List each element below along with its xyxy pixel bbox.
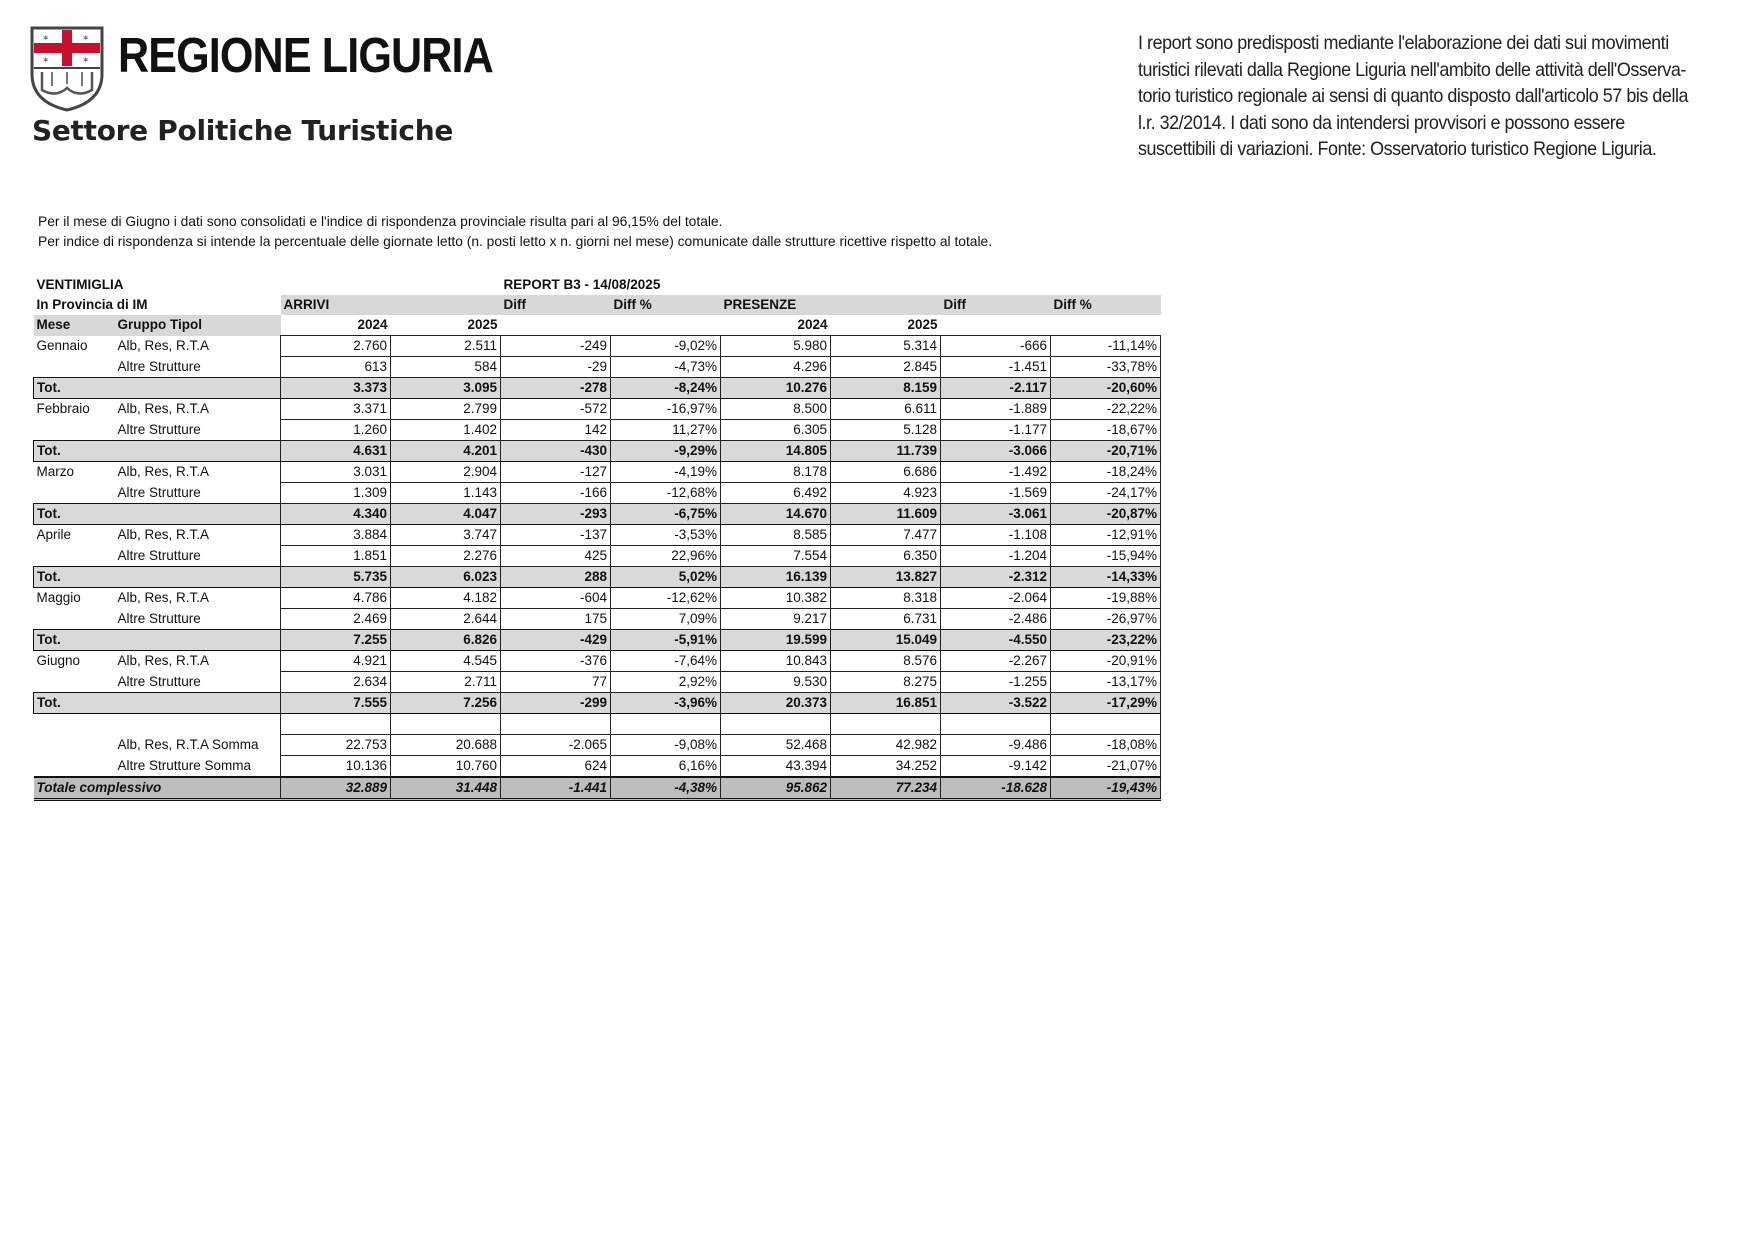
sum-row bbox=[34, 756, 1161, 778]
presenze-diff-cell: -1.204 bbox=[941, 546, 1051, 567]
presenze-diff-pct-cell: -24,17% bbox=[1051, 483, 1161, 504]
spacer-cell bbox=[721, 714, 831, 735]
arrivi-2025-cell: 2.711 bbox=[391, 672, 501, 693]
arrivi-diff-cell: -572 bbox=[501, 399, 611, 420]
presenze-2024-cell: 5.980 bbox=[721, 336, 831, 357]
header-row-title bbox=[34, 275, 1161, 295]
presenze-2024-cell: 6.305 bbox=[721, 420, 831, 441]
total-row bbox=[34, 567, 1161, 588]
arrivi-2024-cell: 1.309 bbox=[281, 483, 391, 504]
spacer-cell bbox=[391, 714, 501, 735]
arrivi-diff-cell: 425 bbox=[501, 546, 611, 567]
arrivi-2024-total: 7.555 bbox=[281, 693, 391, 714]
presenze-2024-total: 14.670 bbox=[721, 504, 831, 525]
group-label: Altre Strutture bbox=[117, 673, 201, 689]
presenze-2025-cell: 8.576 bbox=[831, 651, 941, 672]
presenze-diff-sum: -9.142 bbox=[941, 756, 1051, 778]
arrivi-diff-cell: 142 bbox=[501, 420, 611, 441]
header-row-groups bbox=[34, 295, 1161, 315]
svg-text:✶: ✶ bbox=[42, 34, 50, 44]
grand-total-row bbox=[34, 777, 1161, 800]
disclaimer-text: I report sono predisposti mediante l'elaborazione dei dati sui movimenti turistici rilevati dalla Regione Liguria nell'ambito delle attività dell'Osserva-torio turistico regionale ai sensi di quanto disposto dall'articolo 57 bis della l.r. 32/2014. I dati sono da intendersi provvisori e possono essere suscettibili di variazioni. Fonte: Osservatorio turistico Regione Liguria. bbox=[1138, 32, 1689, 160]
arrivi-2024-cell: 2.469 bbox=[281, 609, 391, 630]
arrivi-diff-sum: -2.065 bbox=[501, 735, 611, 756]
sum-month-empty bbox=[34, 756, 115, 778]
table-row bbox=[34, 420, 1161, 441]
sum-label: Altre Strutture Somma bbox=[117, 757, 252, 773]
arrivi-diff-total: -430 bbox=[501, 441, 611, 462]
spacer-cell bbox=[281, 714, 391, 735]
presenze-2024-cell: 8.178 bbox=[721, 462, 831, 483]
table-row bbox=[34, 336, 1161, 357]
note-line: Per indice di rispondenza si intende la percentuale delle giornate letto (n. posti letto x n. giorni nel mese) comunicate dalle strutture ricettive rispetto al totale. bbox=[38, 234, 993, 249]
presenze-diff-pct-sum: -18,08% bbox=[1051, 735, 1161, 756]
group-label: Alb, Res, R.T.A bbox=[117, 590, 210, 606]
month-label-empty bbox=[34, 420, 115, 441]
arrivi-2025-total: 4.201 bbox=[391, 441, 501, 462]
presenze-2025-cell: 6.611 bbox=[831, 399, 941, 420]
presenze-2025-grand: 77.234 bbox=[831, 777, 941, 800]
presenze-2025-total: 11.609 bbox=[831, 504, 941, 525]
group-label: Alb, Res, R.T.A bbox=[117, 653, 210, 669]
month-label: Marzo bbox=[36, 464, 75, 480]
arrivi-diff-pct-total: -5,91% bbox=[611, 630, 721, 651]
presenze-year-a: 2024 bbox=[797, 317, 828, 332]
arrivi-diff-header: Diff bbox=[501, 295, 611, 315]
presenze-2025-cell: 5.314 bbox=[831, 336, 941, 357]
month-label: Aprile bbox=[36, 527, 72, 543]
arrivi-2024-cell: 1.851 bbox=[281, 546, 391, 567]
arrivi-diff-pct-cell: 11,27% bbox=[611, 420, 721, 441]
sum-row bbox=[34, 735, 1161, 756]
arrivi-diff-pct-header: Diff % bbox=[611, 295, 721, 315]
arrivi-diff-pct-sum: -9,08% bbox=[611, 735, 721, 756]
total-label: Tot. bbox=[34, 504, 115, 525]
group-label: Alb, Res, R.T.A bbox=[117, 464, 210, 480]
presenze-diff-pct-cell: -18,67% bbox=[1051, 420, 1161, 441]
month-label-empty bbox=[34, 483, 115, 504]
arrivi-2024-total: 4.631 bbox=[281, 441, 391, 462]
arrivi-2024-cell: 4.786 bbox=[281, 588, 391, 609]
arrivi-2024-cell: 2.760 bbox=[281, 336, 391, 357]
arrivi-diff-cell: -29 bbox=[501, 357, 611, 378]
presenze-2025-cell: 8.275 bbox=[831, 672, 941, 693]
spacer-cell bbox=[941, 714, 1051, 735]
arrivi-diff-cell: -166 bbox=[501, 483, 611, 504]
sum-month-empty bbox=[34, 735, 115, 756]
total-row bbox=[34, 441, 1161, 462]
arrivi-diff-total: -293 bbox=[501, 504, 611, 525]
presenze-diff-cell: -1.451 bbox=[941, 357, 1051, 378]
arrivi-diff-total: -278 bbox=[501, 378, 611, 399]
table-row bbox=[34, 546, 1161, 567]
table-row bbox=[34, 609, 1161, 630]
arrivi-2025-cell: 3.747 bbox=[391, 525, 501, 546]
table-row bbox=[34, 672, 1161, 693]
arrivi-2024-total: 3.373 bbox=[281, 378, 391, 399]
presenze-diff-pct-sum: -21,07% bbox=[1051, 756, 1161, 778]
presenze-diff-pct-total: -20,71% bbox=[1051, 441, 1161, 462]
arrivi-2025-total: 4.047 bbox=[391, 504, 501, 525]
note-line: Per il mese di Giugno i dati sono consolidati e l'indice di rispondenza provinciale risulta pari al 96,15% del totale. bbox=[38, 214, 723, 229]
arrivi-2025-cell: 2.511 bbox=[391, 336, 501, 357]
total-row bbox=[34, 630, 1161, 651]
presenze-diff-total: -3.061 bbox=[941, 504, 1051, 525]
group-label: Altre Strutture bbox=[117, 358, 201, 374]
logo-wordmark: REGIONE LIGURIA bbox=[118, 29, 493, 83]
presenze-2024-total: 16.139 bbox=[721, 567, 831, 588]
liguria-shield-icon bbox=[28, 24, 106, 112]
month-label-empty bbox=[34, 609, 115, 630]
presenze-diff-pct-total: -17,29% bbox=[1051, 693, 1161, 714]
presenze-2025-cell: 5.128 bbox=[831, 420, 941, 441]
presenze-diff-cell: -1.569 bbox=[941, 483, 1051, 504]
arrivi-2024-cell: 613 bbox=[281, 357, 391, 378]
arrivi-diff-pct-total: -9,29% bbox=[611, 441, 721, 462]
presenze-header: PRESENZE bbox=[721, 295, 831, 315]
presenze-diff-total: -2.312 bbox=[941, 567, 1051, 588]
presenze-diff-pct-total: -23,22% bbox=[1051, 630, 1161, 651]
group-label: Altre Strutture bbox=[117, 547, 201, 563]
table-row bbox=[34, 651, 1161, 672]
presenze-2025-total: 16.851 bbox=[831, 693, 941, 714]
arrivi-2025-total: 3.095 bbox=[391, 378, 501, 399]
presenze-2025-cell: 7.477 bbox=[831, 525, 941, 546]
arrivi-diff-pct-cell: -7,64% bbox=[611, 651, 721, 672]
arrivi-diff-total: -299 bbox=[501, 693, 611, 714]
spacer-cell bbox=[115, 714, 281, 735]
arrivi-2024-cell: 2.634 bbox=[281, 672, 391, 693]
arrivi-2025-total: 7.256 bbox=[391, 693, 501, 714]
arrivi-year-a: 2024 bbox=[357, 317, 388, 332]
presenze-2024-cell: 6.492 bbox=[721, 483, 831, 504]
table-row bbox=[34, 588, 1161, 609]
presenze-diff-cell: -1.177 bbox=[941, 420, 1051, 441]
presenze-2024-cell: 9.217 bbox=[721, 609, 831, 630]
spacer-cell bbox=[611, 714, 721, 735]
arrivi-2024-total: 4.340 bbox=[281, 504, 391, 525]
arrivi-2025-total: 6.023 bbox=[391, 567, 501, 588]
spacer-cell bbox=[34, 714, 115, 735]
presenze-diff-pct-total: -20,60% bbox=[1051, 378, 1161, 399]
total-row bbox=[34, 378, 1161, 399]
table-row bbox=[34, 399, 1161, 420]
comune-label: VENTIMIGLIA bbox=[36, 277, 124, 292]
sector-title: Settore Politiche Turistiche bbox=[32, 114, 454, 147]
arrivi-2024-cell: 3.031 bbox=[281, 462, 391, 483]
presenze-2024-total: 10.276 bbox=[721, 378, 831, 399]
arrivi-diff-pct-cell: -4,73% bbox=[611, 357, 721, 378]
spacer-cell bbox=[501, 714, 611, 735]
presenze-2025-total: 15.049 bbox=[831, 630, 941, 651]
arrivi-diff-cell: -604 bbox=[501, 588, 611, 609]
arrivi-diff-pct-total: 5,02% bbox=[611, 567, 721, 588]
presenze-2025-sum: 42.982 bbox=[831, 735, 941, 756]
month-label: Gennaio bbox=[36, 338, 88, 353]
group-label: Altre Strutture bbox=[117, 484, 201, 500]
presenze-diff-pct-cell: -22,22% bbox=[1051, 399, 1161, 420]
month-label-empty bbox=[34, 357, 115, 378]
presenze-diff-pct-cell: -33,78% bbox=[1051, 357, 1161, 378]
presenze-diff-pct-header: Diff % bbox=[1051, 295, 1161, 315]
presenze-diff-pct-cell: -11,14% bbox=[1051, 336, 1161, 357]
arrivi-2025-cell: 584 bbox=[391, 357, 501, 378]
arrivi-header: ARRIVI bbox=[281, 295, 391, 315]
total-row bbox=[34, 504, 1161, 525]
presenze-2024-cell: 10.843 bbox=[721, 651, 831, 672]
presenze-2024-total: 19.599 bbox=[721, 630, 831, 651]
arrivi-2025-cell: 2.799 bbox=[391, 399, 501, 420]
arrivi-diff-cell: -137 bbox=[501, 525, 611, 546]
arrivi-2025-cell: 1.402 bbox=[391, 420, 501, 441]
presenze-2024-cell: 10.382 bbox=[721, 588, 831, 609]
arrivi-2025-cell: 2.276 bbox=[391, 546, 501, 567]
arrivi-diff-pct-total: -6,75% bbox=[611, 504, 721, 525]
total-group-empty bbox=[115, 441, 281, 462]
presenze-diff-cell: -1.255 bbox=[941, 672, 1051, 693]
month-label: Maggio bbox=[36, 590, 81, 606]
table-row bbox=[34, 462, 1161, 483]
presenze-2025-cell: 6.731 bbox=[831, 609, 941, 630]
arrivi-2025-sum: 20.688 bbox=[391, 735, 501, 756]
presenze-diff-pct-cell: -20,91% bbox=[1051, 651, 1161, 672]
arrivi-2024-total: 7.255 bbox=[281, 630, 391, 651]
arrivi-diff-pct-cell: -9,02% bbox=[611, 336, 721, 357]
svg-text:✶: ✶ bbox=[42, 56, 50, 66]
presenze-2025-cell: 4.923 bbox=[831, 483, 941, 504]
presenze-2024-cell: 8.585 bbox=[721, 525, 831, 546]
presenze-2025-total: 11.739 bbox=[831, 441, 941, 462]
arrivi-diff-cell: 77 bbox=[501, 672, 611, 693]
total-group-empty bbox=[115, 630, 281, 651]
sum-label: Alb, Res, R.T.A Somma bbox=[117, 737, 259, 752]
presenze-diff-cell: -1.889 bbox=[941, 399, 1051, 420]
arrivi-diff-pct-cell: -12,62% bbox=[611, 588, 721, 609]
presenze-diff-pct-cell: -19,88% bbox=[1051, 588, 1161, 609]
presenze-diff-total: -4.550 bbox=[941, 630, 1051, 651]
presenze-diff-cell: -2.267 bbox=[941, 651, 1051, 672]
month-label-empty bbox=[34, 546, 115, 567]
presenze-diff-grand: -18.628 bbox=[941, 777, 1051, 800]
presenze-diff-pct-cell: -12,91% bbox=[1051, 525, 1161, 546]
presenze-year-b: 2025 bbox=[907, 317, 938, 332]
provincia-label: In Provincia di IM bbox=[36, 297, 148, 312]
presenze-diff-cell: -1.108 bbox=[941, 525, 1051, 546]
arrivi-2025-grand: 31.448 bbox=[391, 777, 501, 800]
arrivi-diff-pct-grand: -4,38% bbox=[611, 777, 721, 800]
presenze-2024-cell: 7.554 bbox=[721, 546, 831, 567]
group-label: Alb, Res, R.T.A bbox=[117, 338, 210, 353]
arrivi-diff-cell: 175 bbox=[501, 609, 611, 630]
presenze-2024-sum: 52.468 bbox=[721, 735, 831, 756]
report-table bbox=[33, 275, 1161, 801]
presenze-diff-cell: -666 bbox=[941, 336, 1051, 357]
arrivi-diff-pct-total: -8,24% bbox=[611, 378, 721, 399]
arrivi-2025-cell: 2.644 bbox=[391, 609, 501, 630]
presenze-2025-cell: 8.318 bbox=[831, 588, 941, 609]
arrivi-2025-total: 6.826 bbox=[391, 630, 501, 651]
total-label: Tot. bbox=[34, 567, 115, 588]
presenze-2025-cell: 6.686 bbox=[831, 462, 941, 483]
presenze-diff-header: Diff bbox=[941, 295, 1051, 315]
arrivi-2025-cell: 4.545 bbox=[391, 651, 501, 672]
group-label: Alb, Res, R.T.A bbox=[117, 401, 210, 417]
region-logo bbox=[28, 22, 548, 152]
presenze-diff-cell: -1.492 bbox=[941, 462, 1051, 483]
presenze-diff-pct-cell: -18,24% bbox=[1051, 462, 1161, 483]
svg-text:✶: ✶ bbox=[82, 34, 90, 44]
arrivi-2025-cell: 4.182 bbox=[391, 588, 501, 609]
gruppo-header: Gruppo Tipol bbox=[115, 315, 281, 336]
arrivi-diff-cell: -376 bbox=[501, 651, 611, 672]
presenze-2024-total: 20.373 bbox=[721, 693, 831, 714]
presenze-2024-sum: 43.394 bbox=[721, 756, 831, 778]
arrivi-2025-cell: 2.904 bbox=[391, 462, 501, 483]
presenze-diff-pct-cell: -26,97% bbox=[1051, 609, 1161, 630]
total-row bbox=[34, 693, 1161, 714]
arrivi-diff-pct-cell: -4,19% bbox=[611, 462, 721, 483]
spacer-row bbox=[34, 714, 1161, 735]
presenze-2024-grand: 95.862 bbox=[721, 777, 831, 800]
report-notes bbox=[38, 212, 992, 252]
total-group-empty bbox=[115, 378, 281, 399]
presenze-diff-pct-grand: -19,43% bbox=[1051, 777, 1161, 800]
arrivi-year-b: 2025 bbox=[467, 317, 498, 332]
presenze-2024-cell: 9.530 bbox=[721, 672, 831, 693]
presenze-2025-total: 8.159 bbox=[831, 378, 941, 399]
total-group-empty bbox=[115, 504, 281, 525]
arrivi-2024-cell: 4.921 bbox=[281, 651, 391, 672]
arrivi-diff-pct-sum: 6,16% bbox=[611, 756, 721, 778]
arrivi-2024-grand: 32.889 bbox=[281, 777, 391, 800]
total-label: Tot. bbox=[34, 441, 115, 462]
presenze-diff-sum: -9.486 bbox=[941, 735, 1051, 756]
svg-text:✶: ✶ bbox=[82, 56, 90, 66]
total-group-empty bbox=[115, 567, 281, 588]
spacer-cell bbox=[1051, 714, 1161, 735]
presenze-diff-pct-cell: -13,17% bbox=[1051, 672, 1161, 693]
month-label-empty bbox=[34, 672, 115, 693]
group-label: Alb, Res, R.T.A bbox=[117, 527, 210, 543]
total-label: Tot. bbox=[34, 378, 115, 399]
month-label: Giugno bbox=[36, 653, 81, 669]
presenze-diff-cell: -2.064 bbox=[941, 588, 1051, 609]
presenze-2025-total: 13.827 bbox=[831, 567, 941, 588]
arrivi-diff-sum: 624 bbox=[501, 756, 611, 778]
group-label: Altre Strutture bbox=[117, 421, 201, 437]
total-label: Tot. bbox=[34, 630, 115, 651]
arrivi-diff-pct-cell: 2,92% bbox=[611, 672, 721, 693]
presenze-diff-total: -2.117 bbox=[941, 378, 1051, 399]
presenze-diff-pct-cell: -15,94% bbox=[1051, 546, 1161, 567]
mese-header: Mese bbox=[34, 315, 115, 336]
group-label: Altre Strutture bbox=[117, 610, 201, 626]
presenze-2024-cell: 8.500 bbox=[721, 399, 831, 420]
arrivi-diff-cell: -249 bbox=[501, 336, 611, 357]
presenze-2025-cell: 2.845 bbox=[831, 357, 941, 378]
presenze-2025-cell: 6.350 bbox=[831, 546, 941, 567]
presenze-2024-total: 14.805 bbox=[721, 441, 831, 462]
total-label: Tot. bbox=[34, 693, 115, 714]
table-row bbox=[34, 483, 1161, 504]
table-row bbox=[34, 357, 1161, 378]
presenze-diff-cell: -2.486 bbox=[941, 609, 1051, 630]
arrivi-diff-pct-cell: -3,53% bbox=[611, 525, 721, 546]
month-label: Febbraio bbox=[36, 401, 90, 417]
arrivi-2025-cell: 1.143 bbox=[391, 483, 501, 504]
header-row-columns bbox=[34, 315, 1161, 336]
table-row bbox=[34, 525, 1161, 546]
presenze-diff-total: -3.066 bbox=[941, 441, 1051, 462]
arrivi-diff-pct-cell: -16,97% bbox=[611, 399, 721, 420]
arrivi-2024-cell: 3.371 bbox=[281, 399, 391, 420]
arrivi-diff-total: -429 bbox=[501, 630, 611, 651]
arrivi-2025-sum: 10.760 bbox=[391, 756, 501, 778]
presenze-2024-cell: 4.296 bbox=[721, 357, 831, 378]
arrivi-diff-pct-cell: -12,68% bbox=[611, 483, 721, 504]
presenze-diff-pct-total: -20,87% bbox=[1051, 504, 1161, 525]
arrivi-2024-cell: 1.260 bbox=[281, 420, 391, 441]
arrivi-diff-pct-total: -3,96% bbox=[611, 693, 721, 714]
total-group-empty bbox=[115, 693, 281, 714]
arrivi-diff-total: 288 bbox=[501, 567, 611, 588]
grand-total-label: Totale complessivo bbox=[34, 777, 281, 800]
arrivi-diff-cell: -127 bbox=[501, 462, 611, 483]
presenze-diff-pct-total: -14,33% bbox=[1051, 567, 1161, 588]
presenze-diff-total: -3.522 bbox=[941, 693, 1051, 714]
arrivi-diff-pct-cell: 22,96% bbox=[611, 546, 721, 567]
spacer-cell bbox=[831, 714, 941, 735]
arrivi-diff-grand: -1.441 bbox=[501, 777, 611, 800]
report-title: REPORT B3 - 14/08/2025 bbox=[503, 277, 661, 292]
arrivi-diff-pct-cell: 7,09% bbox=[611, 609, 721, 630]
arrivi-2024-total: 5.735 bbox=[281, 567, 391, 588]
presenze-2025-sum: 34.252 bbox=[831, 756, 941, 778]
arrivi-2024-sum: 10.136 bbox=[281, 756, 391, 778]
arrivi-2024-sum: 22.753 bbox=[281, 735, 391, 756]
arrivi-2024-cell: 3.884 bbox=[281, 525, 391, 546]
